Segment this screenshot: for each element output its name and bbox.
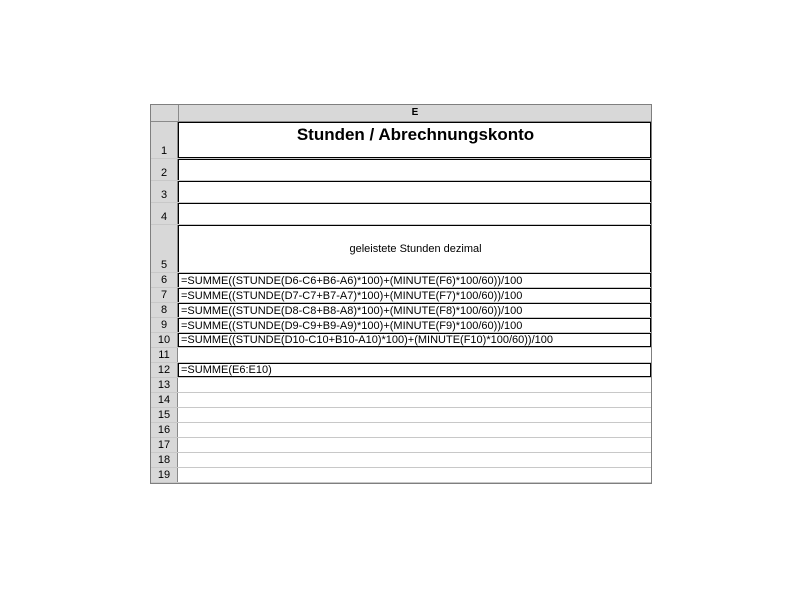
row-header-19[interactable]: 19 <box>151 468 178 482</box>
row-header-14[interactable]: 14 <box>151 393 178 407</box>
row-header-5[interactable]: 5 <box>151 225 178 272</box>
row-header-11[interactable]: 11 <box>151 348 178 362</box>
row-header-7[interactable]: 7 <box>151 288 178 302</box>
cell-e10-formula[interactable]: =SUMME((STUNDE(D10-C10+B10-A10)*100)+(MINUTE(F10)*100/60))/100 <box>178 333 651 347</box>
cell-e14[interactable] <box>178 393 651 407</box>
row-header-6[interactable]: 6 <box>151 273 178 287</box>
cell-e5-label[interactable]: geleistete Stunden dezimal <box>178 225 651 272</box>
sheet-row-10 <box>151 333 651 348</box>
column-header-e[interactable]: E <box>411 107 419 118</box>
cell-e7-formula[interactable]: =SUMME((STUNDE(D7-C7+B7-A7)*100)+(MINUTE(F7)*100/60))/100 <box>178 288 651 302</box>
row-header-4[interactable]: 4 <box>151 203 178 224</box>
row-header-17[interactable]: 17 <box>151 438 178 452</box>
sheet-row-9 <box>151 318 651 333</box>
cell-e4[interactable] <box>178 203 651 224</box>
sheet-row-15 <box>151 408 651 423</box>
sheet-row-6 <box>151 273 651 288</box>
cell-e15[interactable] <box>178 408 651 422</box>
row-header-2[interactable]: 2 <box>151 159 178 180</box>
sheet-row-14 <box>151 393 651 408</box>
sheet-row-7 <box>151 288 651 303</box>
sheet-row-12 <box>151 363 651 378</box>
column-header-row <box>151 105 651 122</box>
row-header-15[interactable]: 15 <box>151 408 178 422</box>
cell-e19[interactable] <box>178 468 651 482</box>
sheet-row-1 <box>151 122 651 159</box>
row-header-16[interactable]: 16 <box>151 423 178 437</box>
cell-e1-title[interactable]: Stunden / Abrechnungskonto <box>178 122 651 158</box>
row-header-8[interactable]: 8 <box>151 303 178 317</box>
sheet-row-16 <box>151 423 651 438</box>
cell-e13[interactable] <box>178 378 651 392</box>
sheet-row-5 <box>151 225 651 273</box>
row-header-3[interactable]: 3 <box>151 181 178 202</box>
cell-e9-formula[interactable]: =SUMME((STUNDE(D9-C9+B9-A9)*100)+(MINUTE(F9)*100/60))/100 <box>178 318 651 332</box>
cell-e8-formula[interactable]: =SUMME((STUNDE(D8-C8+B8-A8)*100)+(MINUTE(F8)*100/60))/100 <box>178 303 651 317</box>
sheet-row-13 <box>151 378 651 393</box>
select-all-corner[interactable] <box>151 105 179 121</box>
cell-e11[interactable] <box>178 348 651 362</box>
row-header-12[interactable]: 12 <box>151 363 178 377</box>
cell-e2[interactable] <box>178 159 651 180</box>
row-header-1[interactable]: 1 <box>151 122 178 158</box>
cell-e12-sum-formula[interactable]: =SUMME(E6:E10) <box>178 363 651 377</box>
row-header-18[interactable]: 18 <box>151 453 178 467</box>
cell-e6-formula[interactable]: =SUMME((STUNDE(D6-C6+B6-A6)*100)+(MINUTE(F6)*100/60))/100 <box>178 273 651 287</box>
sheet-row-3 <box>151 181 651 203</box>
row-header-9[interactable]: 9 <box>151 318 178 332</box>
sheet-row-17 <box>151 438 651 453</box>
sheet-row-11 <box>151 348 651 363</box>
sheet-row-4 <box>151 203 651 225</box>
cell-e17[interactable] <box>178 438 651 452</box>
sheet-row-2 <box>151 159 651 181</box>
spreadsheet-grid <box>150 104 652 484</box>
sheet-row-8 <box>151 303 651 318</box>
row-header-13[interactable]: 13 <box>151 378 178 392</box>
sheet-row-19 <box>151 468 651 483</box>
cell-e3[interactable] <box>178 181 651 202</box>
row-header-10[interactable]: 10 <box>151 333 178 347</box>
cell-e16[interactable] <box>178 423 651 437</box>
cell-e18[interactable] <box>178 453 651 467</box>
sheet-row-18 <box>151 453 651 468</box>
